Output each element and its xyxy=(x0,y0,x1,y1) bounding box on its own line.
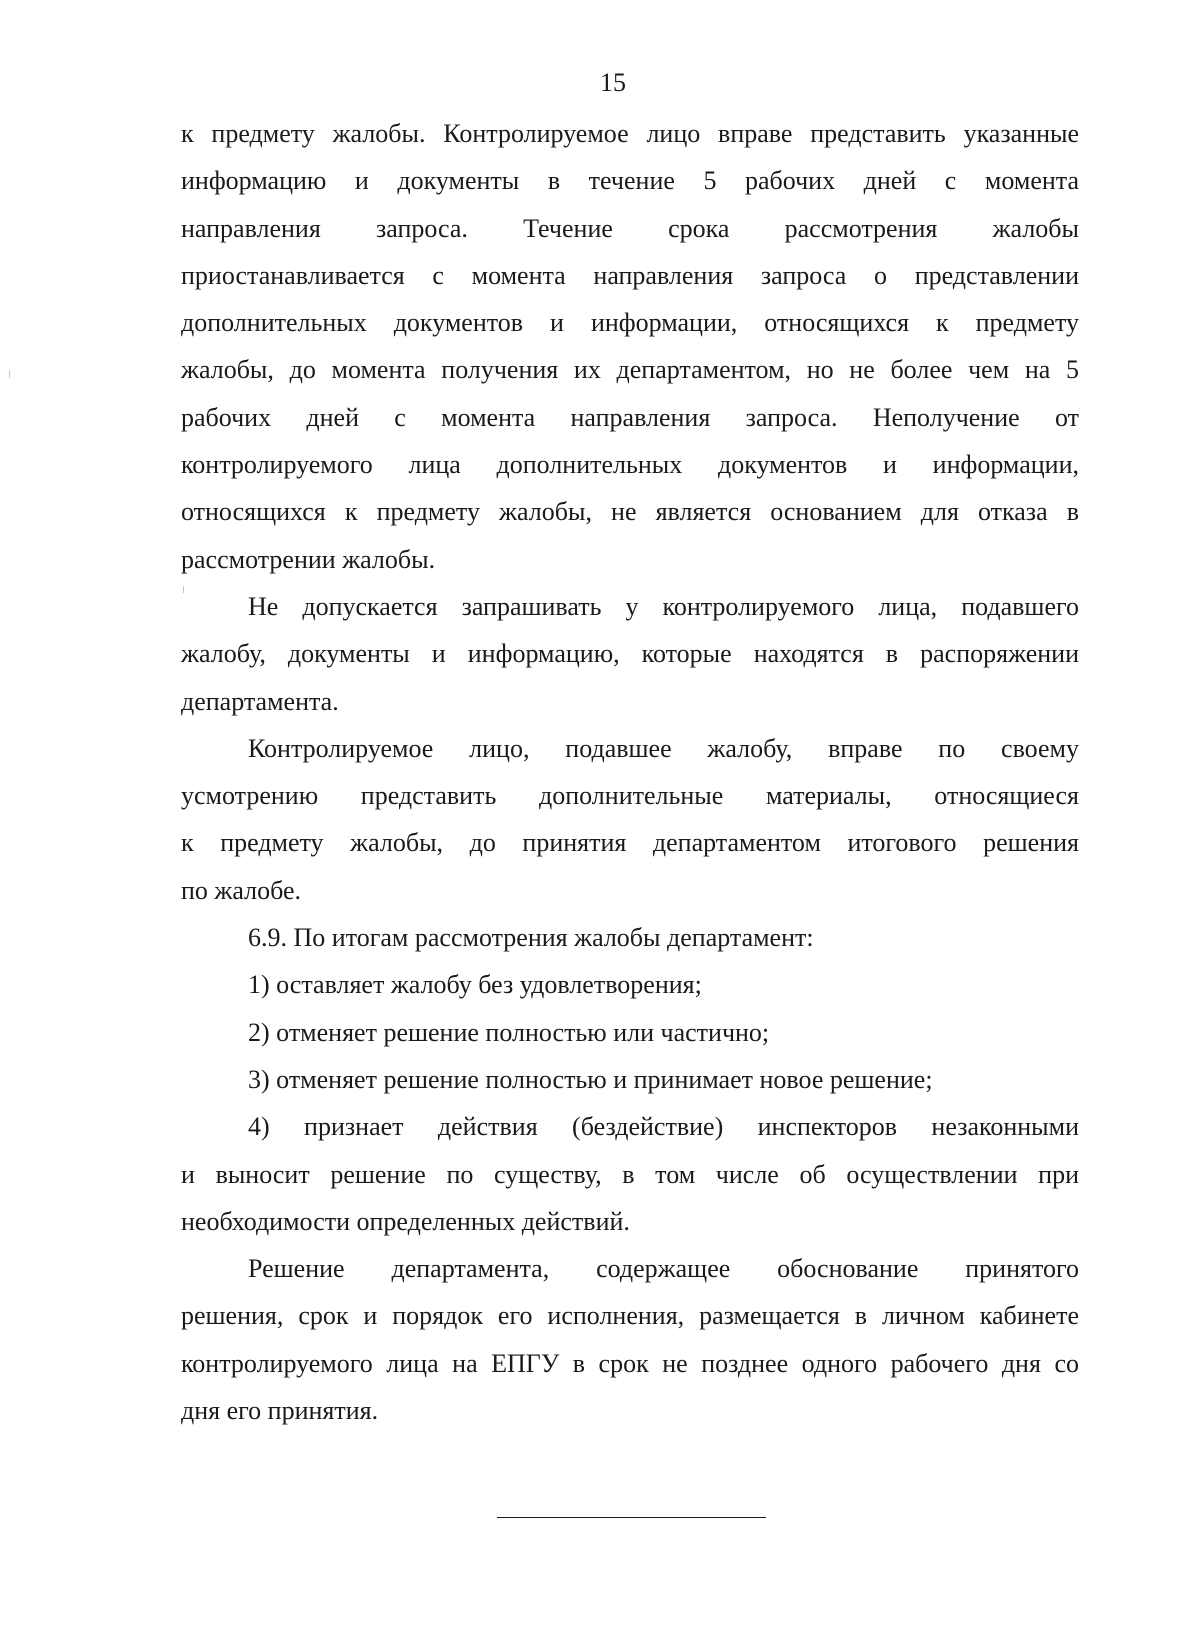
paragraph xyxy=(181,914,1079,961)
paragraph-line: относящихся к предмету жалобы, не является основанием для отказа в xyxy=(181,497,1079,527)
paragraph-line: необходимости определенных действий. xyxy=(181,1206,630,1236)
paragraph-line: к предмету жалобы, до принятия департаментом итогового решения xyxy=(181,828,1079,858)
paragraph-line: Решение департамента, содержащее обоснование принятого xyxy=(248,1254,1079,1284)
paragraph xyxy=(181,1056,1079,1103)
paragraph-line: 4) признает действия (бездействие) инспекторов незаконными xyxy=(248,1112,1079,1142)
paragraph xyxy=(181,1009,1079,1056)
closing-rule xyxy=(497,1517,766,1518)
paragraph xyxy=(181,1103,1079,1245)
paragraph xyxy=(181,583,1079,725)
scan-speck xyxy=(9,370,10,378)
paragraph xyxy=(181,961,1079,1008)
scan-speck xyxy=(183,586,184,593)
paragraph-line: контролируемого лица на ЕПГУ в срок не позднее одного рабочего дня со xyxy=(181,1348,1079,1378)
paragraph-line: рабочих дней с момента направления запроса. Неполучение от xyxy=(181,402,1079,432)
paragraph-line: к предмету жалобы. Контролируемое лицо вправе представить указанные xyxy=(181,119,1079,148)
paragraph-line: департамента. xyxy=(181,686,339,716)
paragraph-line: усмотрению представить дополнительные материалы, относящиеся xyxy=(181,781,1079,811)
paragraph-line: дополнительных документов и информации, относящихся к предмету xyxy=(181,308,1079,338)
paragraph-line: Контролируемое лицо, подавшее жалобу, вправе по своему xyxy=(248,733,1079,763)
document-body xyxy=(181,110,1079,1434)
paragraph-line: по жалобе. xyxy=(181,875,302,905)
paragraph-line: контролируемого лица дополнительных документов и информации, xyxy=(181,450,1079,480)
paragraph-line: приостанавливается с момента направления запроса о представлении xyxy=(181,260,1079,290)
paragraph-line: Не допускается запрашивать у контролируемого лица, подавшего xyxy=(248,591,1079,621)
paragraph-line: дня его принятия. xyxy=(181,1396,379,1426)
paragraph-line: рассмотрении жалобы. xyxy=(181,544,436,574)
paragraph-line: жалобу, документы и информацию, которые находятся в распоряжении xyxy=(181,639,1079,669)
paragraph-line: направления запроса. Течение срока рассмотрения жалобы xyxy=(181,213,1079,243)
paragraph-line: решения, срок и порядок его исполнения, размещается в личном кабинете xyxy=(181,1301,1079,1331)
paragraph-line: 1) оставляет жалобу без удовлетворения; xyxy=(248,970,702,1000)
paragraph xyxy=(181,725,1079,914)
paragraph-line: 2) отменяет решение полностью или частично; xyxy=(248,1017,770,1047)
paragraph-line: информацию и документы в течение 5 рабочих дней с момента xyxy=(181,166,1079,196)
paragraph-line: 3) отменяет решение полностью и принимает новое решение; xyxy=(248,1064,933,1094)
paragraph xyxy=(181,1245,1079,1434)
paragraph-line: и выносит решение по существу, в том числе об осуществлении при xyxy=(181,1159,1079,1189)
paragraph-line: 6.9. По итогам рассмотрения жалобы департамент: xyxy=(248,923,814,953)
paragraph xyxy=(181,110,1079,583)
page-number: 15 xyxy=(600,68,626,97)
paragraph-line: жалобы, до момента получения их департаментом, но не более чем на 5 xyxy=(181,355,1079,385)
